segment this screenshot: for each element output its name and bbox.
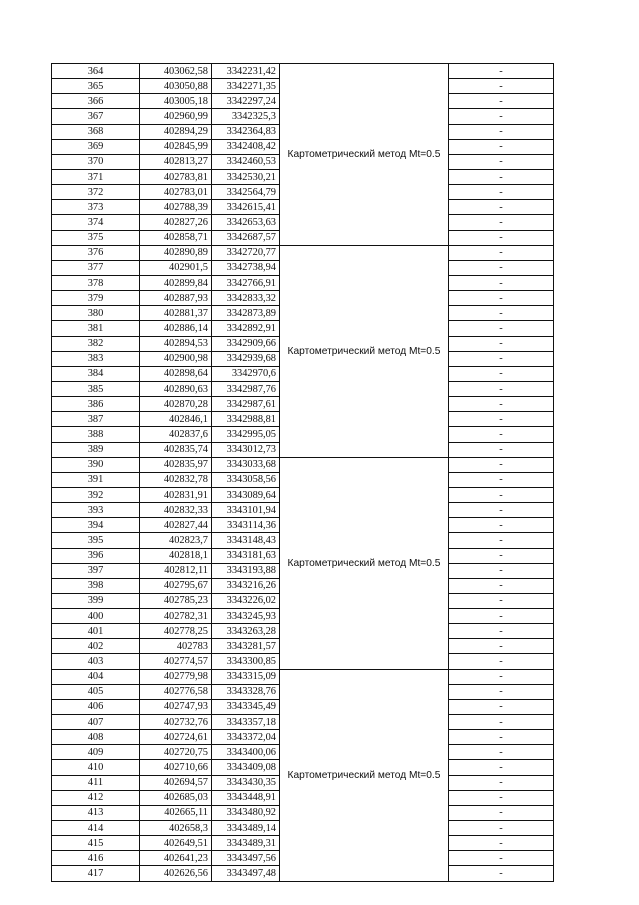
x-coordinate-cell: 402899,84	[140, 275, 212, 290]
x-coordinate-cell: 402658,3	[140, 821, 212, 836]
point-number-cell: 399	[52, 593, 140, 608]
point-number-cell: 392	[52, 487, 140, 502]
y-coordinate-cell: 3343033,68	[212, 457, 280, 472]
point-number-cell: 373	[52, 200, 140, 215]
x-coordinate-cell: 402827,26	[140, 215, 212, 230]
point-number-cell: 405	[52, 684, 140, 699]
point-number-cell: 410	[52, 760, 140, 775]
y-coordinate-cell: 3343497,56	[212, 851, 280, 866]
y-coordinate-cell: 3343058,56	[212, 472, 280, 487]
dash-cell: -	[449, 245, 554, 260]
y-coordinate-cell: 3342615,41	[212, 200, 280, 215]
point-number-cell: 396	[52, 548, 140, 563]
point-number-cell: 372	[52, 185, 140, 200]
dash-cell: -	[449, 351, 554, 366]
y-coordinate-cell: 3342564,79	[212, 185, 280, 200]
x-coordinate-cell: 403062,58	[140, 64, 212, 79]
y-coordinate-cell: 3342271,35	[212, 79, 280, 94]
y-coordinate-cell: 3343148,43	[212, 533, 280, 548]
x-coordinate-cell: 402894,53	[140, 336, 212, 351]
dash-cell: -	[449, 563, 554, 578]
point-number-cell: 374	[52, 215, 140, 230]
dash-cell: -	[449, 775, 554, 790]
dash-cell: -	[449, 578, 554, 593]
method-cell: Картометрический метод Mt=0.5	[280, 245, 449, 457]
y-coordinate-cell: 3342766,91	[212, 275, 280, 290]
y-coordinate-cell: 3342833,32	[212, 291, 280, 306]
y-coordinate-cell: 3343357,18	[212, 715, 280, 730]
y-coordinate-cell: 3342530,21	[212, 169, 280, 184]
y-coordinate-cell: 3342297,24	[212, 94, 280, 109]
point-number-cell: 404	[52, 669, 140, 684]
point-number-cell: 393	[52, 503, 140, 518]
x-coordinate-cell: 402870,28	[140, 397, 212, 412]
dash-cell: -	[449, 593, 554, 608]
y-coordinate-cell: 3342738,94	[212, 260, 280, 275]
x-coordinate-cell: 402783,01	[140, 185, 212, 200]
y-coordinate-cell: 3342460,53	[212, 154, 280, 169]
y-coordinate-cell: 3343497,48	[212, 866, 280, 881]
y-coordinate-cell: 3343281,57	[212, 639, 280, 654]
x-coordinate-cell: 402845,99	[140, 139, 212, 154]
dash-cell: -	[449, 412, 554, 427]
x-coordinate-cell: 402785,23	[140, 593, 212, 608]
dash-cell: -	[449, 821, 554, 836]
dash-cell: -	[449, 851, 554, 866]
dash-cell: -	[449, 230, 554, 245]
point-number-cell: 403	[52, 654, 140, 669]
dash-cell: -	[449, 381, 554, 396]
dash-cell: -	[449, 836, 554, 851]
y-coordinate-cell: 3342325,3	[212, 109, 280, 124]
point-number-cell: 415	[52, 836, 140, 851]
point-number-cell: 367	[52, 109, 140, 124]
dash-cell: -	[449, 397, 554, 412]
x-coordinate-cell: 402832,78	[140, 472, 212, 487]
point-number-cell: 388	[52, 427, 140, 442]
x-coordinate-cell: 402898,64	[140, 366, 212, 381]
dash-cell: -	[449, 260, 554, 275]
x-coordinate-cell: 402665,11	[140, 805, 212, 820]
y-coordinate-cell: 3342970,6	[212, 366, 280, 381]
y-coordinate-cell: 3343012,73	[212, 442, 280, 457]
x-coordinate-cell: 402813,27	[140, 154, 212, 169]
y-coordinate-cell: 3343216,26	[212, 578, 280, 593]
y-coordinate-cell: 3342231,42	[212, 64, 280, 79]
point-number-cell: 364	[52, 64, 140, 79]
dash-cell: -	[449, 639, 554, 654]
y-coordinate-cell: 3342909,66	[212, 336, 280, 351]
dash-cell: -	[449, 684, 554, 699]
x-coordinate-cell: 402890,63	[140, 381, 212, 396]
dash-cell: -	[449, 457, 554, 472]
x-coordinate-cell: 402685,03	[140, 790, 212, 805]
dash-cell: -	[449, 518, 554, 533]
point-number-cell: 389	[52, 442, 140, 457]
x-coordinate-cell: 402887,93	[140, 291, 212, 306]
x-coordinate-cell: 402901,5	[140, 260, 212, 275]
point-number-cell: 370	[52, 154, 140, 169]
dash-cell: -	[449, 790, 554, 805]
y-coordinate-cell: 3342892,91	[212, 321, 280, 336]
y-coordinate-cell: 3342720,77	[212, 245, 280, 260]
coordinates-table	[51, 63, 554, 882]
dash-cell: -	[449, 336, 554, 351]
dash-cell: -	[449, 366, 554, 381]
y-coordinate-cell: 3342653,63	[212, 215, 280, 230]
dash-cell: -	[449, 200, 554, 215]
coordinates-table-body	[52, 64, 554, 882]
point-number-cell: 406	[52, 699, 140, 714]
y-coordinate-cell: 3343345,49	[212, 699, 280, 714]
dash-cell: -	[449, 609, 554, 624]
point-number-cell: 383	[52, 351, 140, 366]
point-number-cell: 379	[52, 291, 140, 306]
dash-cell: -	[449, 427, 554, 442]
point-number-cell: 380	[52, 306, 140, 321]
point-number-cell: 411	[52, 775, 140, 790]
y-coordinate-cell: 3343193,88	[212, 563, 280, 578]
point-number-cell: 386	[52, 397, 140, 412]
x-coordinate-cell: 402641,23	[140, 851, 212, 866]
x-coordinate-cell: 402732,76	[140, 715, 212, 730]
y-coordinate-cell: 3343089,64	[212, 487, 280, 502]
x-coordinate-cell: 402774,57	[140, 654, 212, 669]
y-coordinate-cell: 3343430,35	[212, 775, 280, 790]
point-number-cell: 377	[52, 260, 140, 275]
x-coordinate-cell: 402960,99	[140, 109, 212, 124]
x-coordinate-cell: 402747,93	[140, 699, 212, 714]
x-coordinate-cell: 402776,58	[140, 684, 212, 699]
point-number-cell: 394	[52, 518, 140, 533]
dash-cell: -	[449, 169, 554, 184]
point-number-cell: 400	[52, 609, 140, 624]
y-coordinate-cell: 3342995,05	[212, 427, 280, 442]
dash-cell: -	[449, 79, 554, 94]
dash-cell: -	[449, 745, 554, 760]
x-coordinate-cell: 402881,37	[140, 306, 212, 321]
x-coordinate-cell: 402720,75	[140, 745, 212, 760]
y-coordinate-cell: 3343372,04	[212, 730, 280, 745]
point-number-cell: 371	[52, 169, 140, 184]
x-coordinate-cell: 402783	[140, 639, 212, 654]
point-number-cell: 385	[52, 381, 140, 396]
point-number-cell: 416	[52, 851, 140, 866]
y-coordinate-cell: 3342939,68	[212, 351, 280, 366]
dash-cell: -	[449, 487, 554, 502]
dash-cell: -	[449, 185, 554, 200]
dash-cell: -	[449, 442, 554, 457]
x-coordinate-cell: 402835,97	[140, 457, 212, 472]
point-number-cell: 375	[52, 230, 140, 245]
x-coordinate-cell: 402886,14	[140, 321, 212, 336]
y-coordinate-cell: 3343181,63	[212, 548, 280, 563]
dash-cell: -	[449, 715, 554, 730]
dash-cell: -	[449, 699, 554, 714]
point-number-cell: 417	[52, 866, 140, 881]
x-coordinate-cell: 402694,57	[140, 775, 212, 790]
method-cell: Картометрический метод Mt=0.5	[280, 64, 449, 246]
x-coordinate-cell: 402835,74	[140, 442, 212, 457]
y-coordinate-cell: 3343114,36	[212, 518, 280, 533]
x-coordinate-cell: 402779,98	[140, 669, 212, 684]
dash-cell: -	[449, 139, 554, 154]
x-coordinate-cell: 402778,25	[140, 624, 212, 639]
y-coordinate-cell: 3343409,08	[212, 760, 280, 775]
table-row	[52, 245, 554, 260]
point-number-cell: 395	[52, 533, 140, 548]
y-coordinate-cell: 3343300,85	[212, 654, 280, 669]
x-coordinate-cell: 403005,18	[140, 94, 212, 109]
y-coordinate-cell: 3343315,09	[212, 669, 280, 684]
y-coordinate-cell: 3343480,92	[212, 805, 280, 820]
y-coordinate-cell: 3342364,83	[212, 124, 280, 139]
point-number-cell: 387	[52, 412, 140, 427]
method-cell: Картометрический метод Mt=0.5	[280, 457, 449, 669]
dash-cell: -	[449, 94, 554, 109]
point-number-cell: 409	[52, 745, 140, 760]
point-number-cell: 381	[52, 321, 140, 336]
x-coordinate-cell: 402846,1	[140, 412, 212, 427]
y-coordinate-cell: 3343400,06	[212, 745, 280, 760]
dash-cell: -	[449, 472, 554, 487]
x-coordinate-cell: 402900,98	[140, 351, 212, 366]
y-coordinate-cell: 3343101,94	[212, 503, 280, 518]
point-number-cell: 413	[52, 805, 140, 820]
x-coordinate-cell: 402783,81	[140, 169, 212, 184]
table-row	[52, 457, 554, 472]
dash-cell: -	[449, 866, 554, 881]
point-number-cell: 408	[52, 730, 140, 745]
y-coordinate-cell: 3343245,93	[212, 609, 280, 624]
x-coordinate-cell: 402858,71	[140, 230, 212, 245]
point-number-cell: 390	[52, 457, 140, 472]
point-number-cell: 368	[52, 124, 140, 139]
dash-cell: -	[449, 760, 554, 775]
dash-cell: -	[449, 730, 554, 745]
x-coordinate-cell: 402795,67	[140, 578, 212, 593]
point-number-cell: 414	[52, 821, 140, 836]
dash-cell: -	[449, 291, 554, 306]
method-cell: Картометрический метод Mt=0.5	[280, 669, 449, 881]
point-number-cell: 391	[52, 472, 140, 487]
dash-cell: -	[449, 109, 554, 124]
x-coordinate-cell: 402894,29	[140, 124, 212, 139]
dash-cell: -	[449, 154, 554, 169]
point-number-cell: 412	[52, 790, 140, 805]
x-coordinate-cell: 403050,88	[140, 79, 212, 94]
point-number-cell: 382	[52, 336, 140, 351]
dash-cell: -	[449, 548, 554, 563]
x-coordinate-cell: 402837,6	[140, 427, 212, 442]
y-coordinate-cell: 3343328,76	[212, 684, 280, 699]
x-coordinate-cell: 402823,7	[140, 533, 212, 548]
x-coordinate-cell: 402788,39	[140, 200, 212, 215]
y-coordinate-cell: 3342988,81	[212, 412, 280, 427]
point-number-cell: 365	[52, 79, 140, 94]
x-coordinate-cell: 402812,11	[140, 563, 212, 578]
dash-cell: -	[449, 215, 554, 230]
x-coordinate-cell: 402890,89	[140, 245, 212, 260]
table-row	[52, 64, 554, 79]
point-number-cell: 369	[52, 139, 140, 154]
x-coordinate-cell: 402831,91	[140, 487, 212, 502]
dash-cell: -	[449, 654, 554, 669]
point-number-cell: 398	[52, 578, 140, 593]
x-coordinate-cell: 402724,61	[140, 730, 212, 745]
x-coordinate-cell: 402649,51	[140, 836, 212, 851]
dash-cell: -	[449, 805, 554, 820]
y-coordinate-cell: 3343489,31	[212, 836, 280, 851]
dash-cell: -	[449, 503, 554, 518]
dash-cell: -	[449, 669, 554, 684]
point-number-cell: 384	[52, 366, 140, 381]
dash-cell: -	[449, 64, 554, 79]
point-number-cell: 407	[52, 715, 140, 730]
dash-cell: -	[449, 275, 554, 290]
y-coordinate-cell: 3342687,57	[212, 230, 280, 245]
point-number-cell: 397	[52, 563, 140, 578]
y-coordinate-cell: 3343448,91	[212, 790, 280, 805]
x-coordinate-cell: 402827,44	[140, 518, 212, 533]
point-number-cell: 366	[52, 94, 140, 109]
y-coordinate-cell: 3343263,28	[212, 624, 280, 639]
y-coordinate-cell: 3342987,76	[212, 381, 280, 396]
table-row	[52, 669, 554, 684]
x-coordinate-cell: 402832,33	[140, 503, 212, 518]
y-coordinate-cell: 3342408,42	[212, 139, 280, 154]
point-number-cell: 401	[52, 624, 140, 639]
y-coordinate-cell: 3343489,14	[212, 821, 280, 836]
dash-cell: -	[449, 321, 554, 336]
dash-cell: -	[449, 124, 554, 139]
x-coordinate-cell: 402818,1	[140, 548, 212, 563]
y-coordinate-cell: 3342873,89	[212, 306, 280, 321]
point-number-cell: 376	[52, 245, 140, 260]
dash-cell: -	[449, 306, 554, 321]
x-coordinate-cell: 402626,56	[140, 866, 212, 881]
x-coordinate-cell: 402782,31	[140, 609, 212, 624]
dash-cell: -	[449, 533, 554, 548]
y-coordinate-cell: 3342987,61	[212, 397, 280, 412]
dash-cell: -	[449, 624, 554, 639]
point-number-cell: 402	[52, 639, 140, 654]
point-number-cell: 378	[52, 275, 140, 290]
x-coordinate-cell: 402710,66	[140, 760, 212, 775]
y-coordinate-cell: 3343226,02	[212, 593, 280, 608]
